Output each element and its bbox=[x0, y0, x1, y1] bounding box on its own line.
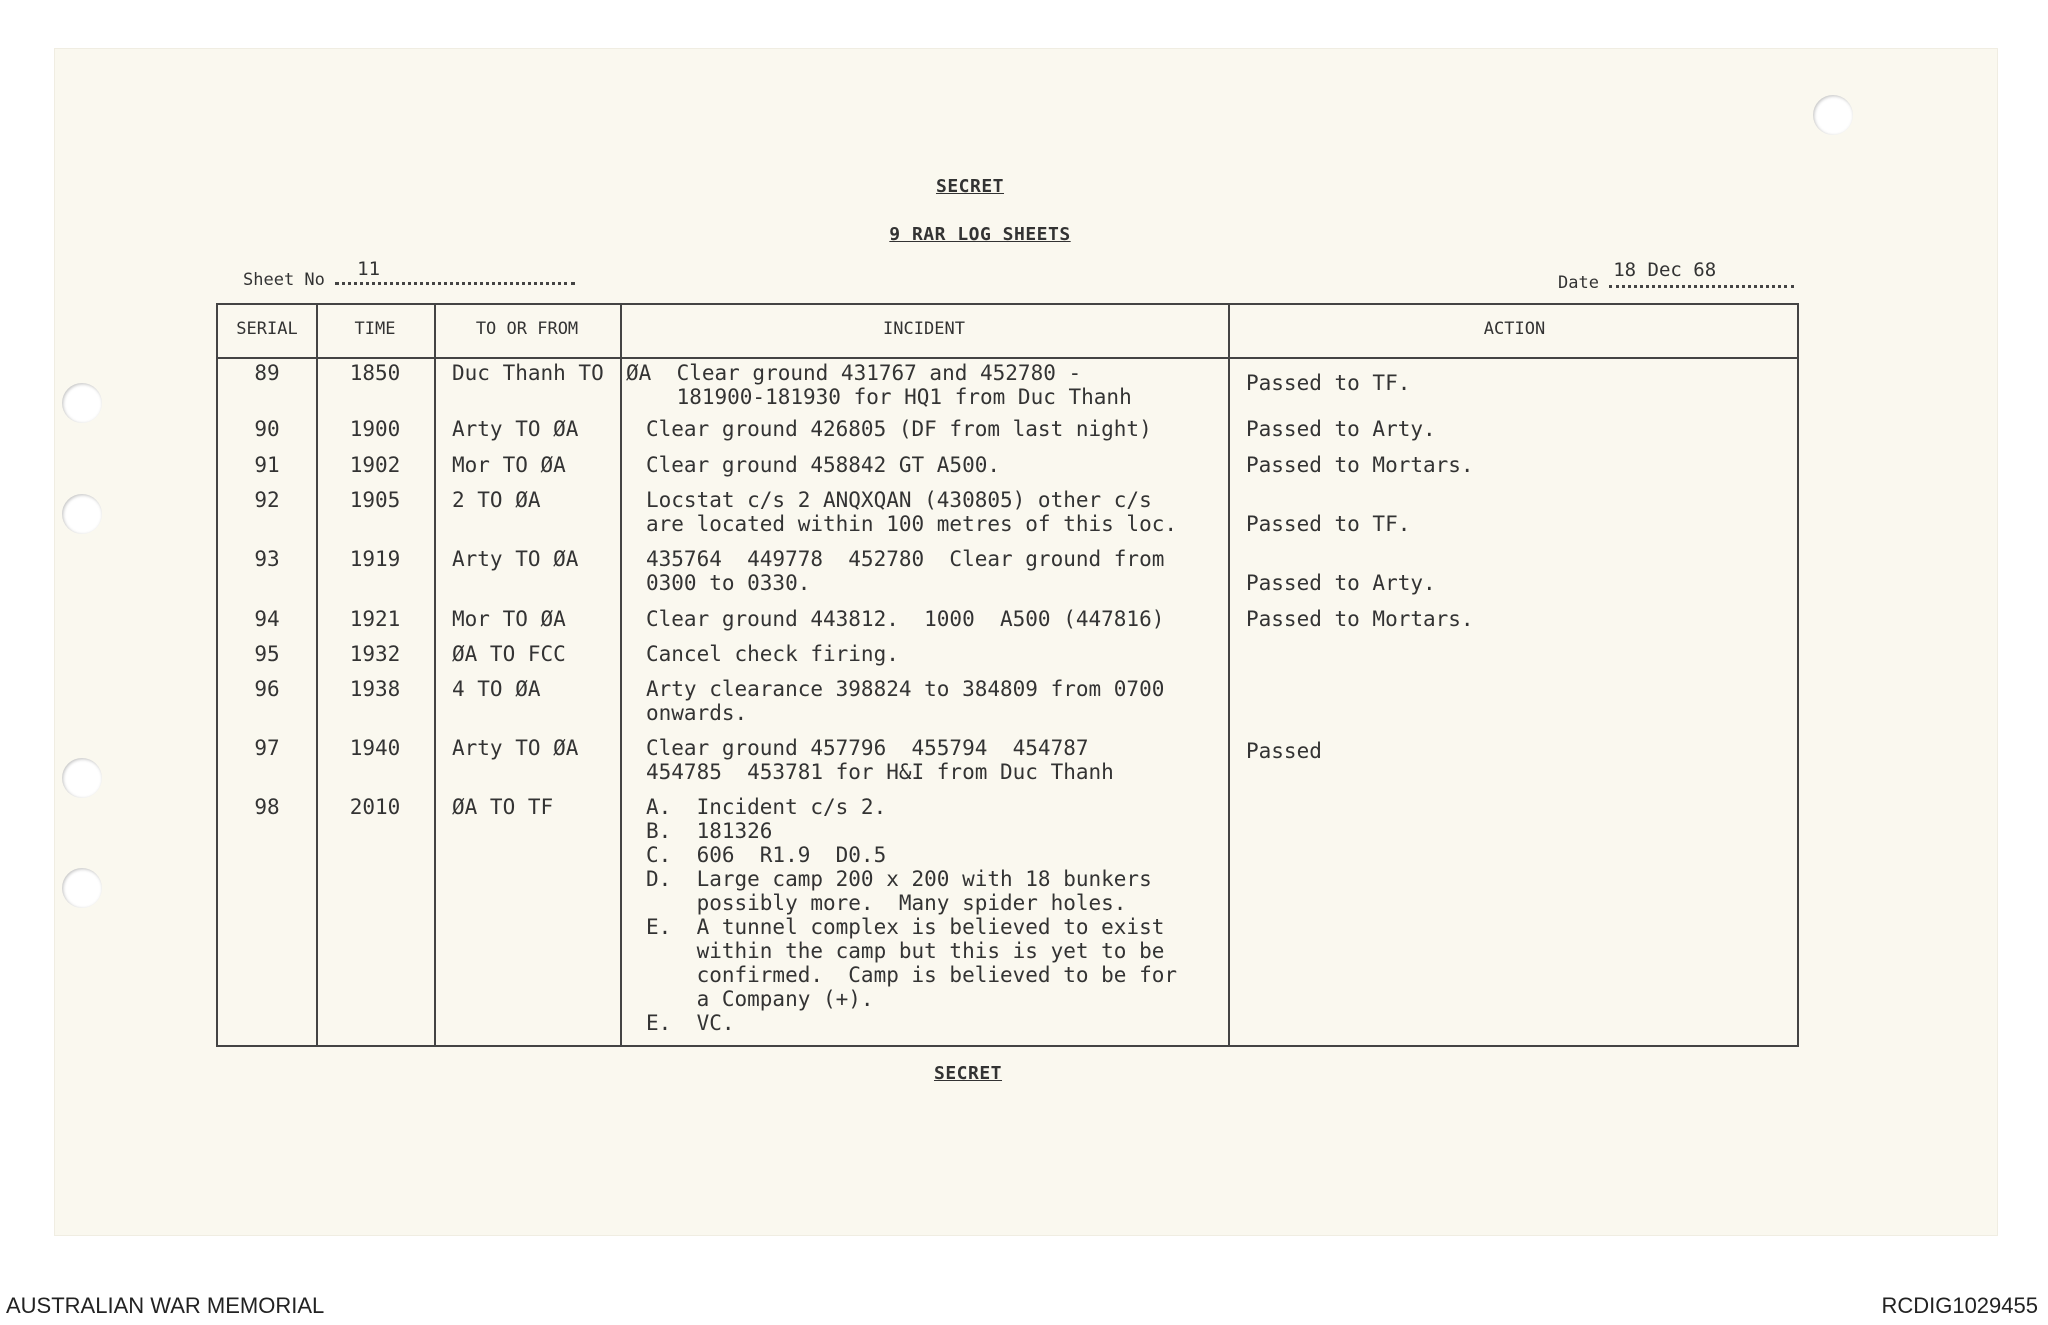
action-cell: Passed to Arty. bbox=[1246, 571, 1436, 595]
serial-cell: 92 bbox=[254, 488, 280, 512]
serial-cell: 93 bbox=[254, 547, 280, 571]
header-incident: INCIDENT bbox=[883, 319, 965, 339]
to-from-cell: Arty TO ØA bbox=[452, 547, 579, 571]
to-from-cell: ØA TO FCC bbox=[452, 642, 566, 666]
incident-cell: Clear ground 426805 (DF from last night) bbox=[646, 417, 1152, 441]
action-cell: Passed to Mortars. bbox=[1246, 453, 1474, 477]
incident-cell: Clear ground 458842 GT A500. bbox=[646, 453, 1001, 477]
incident-cell: Clear ground 443812. 1000 A500 (447816) bbox=[646, 607, 1165, 631]
to-from-cell: Arty TO ØA bbox=[452, 417, 579, 441]
to-from-cell: Mor TO ØA bbox=[452, 607, 566, 631]
header-serial: SERIAL bbox=[236, 319, 298, 339]
header-action: ACTION bbox=[1483, 319, 1546, 339]
action-cell: Passed to Arty. bbox=[1246, 417, 1436, 441]
sheet-number bbox=[243, 258, 575, 290]
time-cell: 1902 bbox=[349, 453, 401, 477]
incident-cell: Arty clearance 398824 to 384809 from 0700 onwards. bbox=[646, 677, 1165, 725]
incident-cell: Locstat c/s 2 ANQXQAN (430805) other c/s are located within 100 metres of this loc. bbox=[646, 488, 1178, 536]
punch-hole bbox=[62, 868, 102, 908]
to-from-cell: Duc Thanh TO bbox=[452, 361, 604, 385]
punch-hole bbox=[62, 758, 102, 798]
action-cell: Passed to Mortars. bbox=[1246, 607, 1474, 631]
header-time: TIME bbox=[354, 319, 396, 339]
punch-hole bbox=[62, 494, 102, 534]
sheet-no-label: Sheet No bbox=[243, 270, 325, 290]
serial-cell: 89 bbox=[254, 361, 280, 385]
serial-cell: 95 bbox=[254, 642, 280, 666]
time-cell: 1921 bbox=[349, 607, 401, 631]
header-to-or-from: TO OR FROM bbox=[475, 319, 579, 339]
time-cell: 1938 bbox=[349, 677, 401, 701]
incident-cell: Cancel check firing. bbox=[646, 642, 899, 666]
footer-source: AUSTRALIAN WAR MEMORIAL bbox=[6, 1293, 325, 1318]
date-label: Date bbox=[1558, 273, 1599, 293]
serial-cell: 90 bbox=[254, 417, 280, 441]
time-cell: 1932 bbox=[349, 642, 401, 666]
time-cell: 1940 bbox=[349, 736, 401, 760]
incident-cell: A. Incident c/s 2. B. 181326 C. 606 R1.9 D0.5 D. Large camp 200 x 200 with 18 bunkers possibly more. Many spider holes. E. A tunnel complex is believed to exist within the camp but this is yet to be confirmed. Camp is believed to be for a Company (+). E. VC. bbox=[646, 795, 1178, 1035]
classification-top: SECRET bbox=[935, 176, 1005, 197]
time-cell: 2010 bbox=[349, 795, 401, 819]
sheet-no-value: 11 bbox=[357, 258, 381, 280]
to-from-cell: Mor TO ØA bbox=[452, 453, 566, 477]
log-table bbox=[216, 303, 1799, 1047]
incident-cell: 435764 449778 452780 Clear ground from 0300 to 0330. bbox=[646, 547, 1165, 595]
time-cell: 1919 bbox=[349, 547, 401, 571]
time-cell: 1850 bbox=[349, 361, 401, 385]
to-from-cell: Arty TO ØA bbox=[452, 736, 579, 760]
date-value: 18 Dec 68 bbox=[1613, 259, 1717, 281]
action-cell: Passed bbox=[1246, 739, 1322, 763]
to-from-cell: 2 TO ØA bbox=[452, 488, 541, 512]
incident-cell: Clear ground 457796 455794 454787 454785 453781 for H&I from Duc Thanh bbox=[646, 736, 1114, 784]
classification-bottom: SECRET bbox=[933, 1063, 1003, 1084]
to-from-cell: 4 TO ØA bbox=[452, 677, 541, 701]
sheet-date bbox=[1558, 259, 1794, 293]
footer-reference: RCDIG1029455 bbox=[1881, 1293, 2038, 1318]
action-cell: Passed to TF. bbox=[1246, 371, 1411, 395]
serial-cell: 96 bbox=[254, 677, 280, 701]
serial-cell: 91 bbox=[254, 453, 280, 477]
action-cell: Passed to TF. bbox=[1246, 512, 1411, 536]
document-title: 9 RAR LOG SHEETS bbox=[889, 224, 1071, 245]
to-from-cell: ØA TO TF bbox=[452, 795, 554, 819]
punch-hole bbox=[1813, 95, 1853, 135]
serial-cell: 97 bbox=[254, 736, 280, 760]
serial-cell: 94 bbox=[254, 607, 280, 631]
incident-cell: ØA Clear ground 431767 and 452780 - 181900-181930 for HQ1 from Duc Thanh bbox=[626, 361, 1132, 409]
serial-cell: 98 bbox=[254, 795, 280, 819]
time-cell: 1905 bbox=[349, 488, 401, 512]
punch-hole bbox=[62, 383, 102, 423]
time-cell: 1900 bbox=[349, 417, 401, 441]
